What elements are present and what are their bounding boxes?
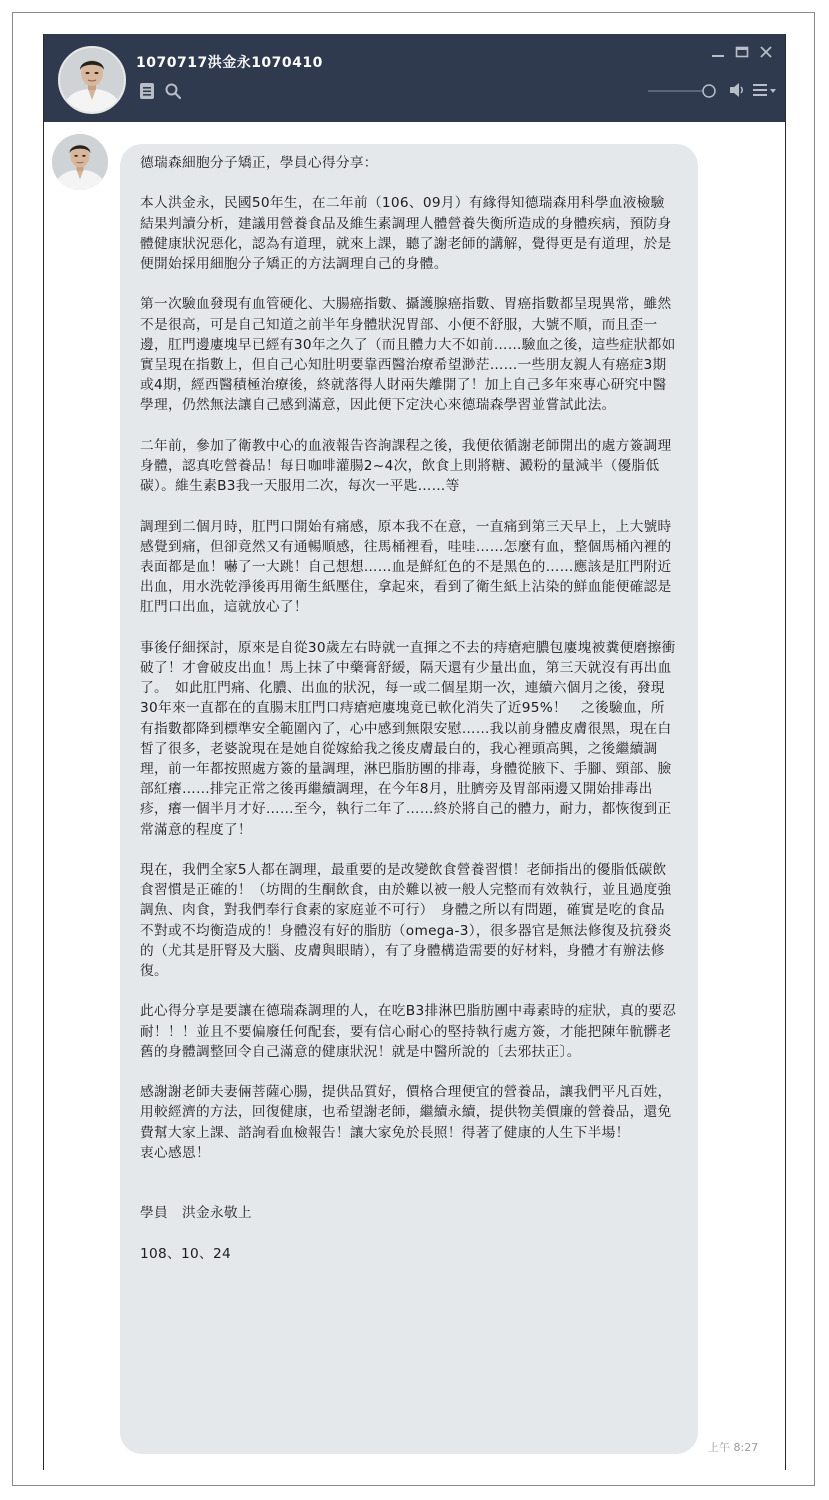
chat-header <box>44 34 785 122</box>
chat-title: 1070717洪金永1070410 <box>136 55 323 71</box>
close-icon[interactable] <box>758 44 774 60</box>
sender-avatar[interactable] <box>52 134 108 190</box>
menu-icon[interactable] <box>752 82 778 98</box>
speaker-icon[interactable] <box>728 81 746 99</box>
search-icon[interactable] <box>164 82 182 100</box>
message-paragraph: 本人洪金永，民國50年生，在二年前（106、09月）有緣得知德瑞森用科學血液檢驗結果判讀分析，建議用營養食品及維生素調理人體營養失衡所造成的身體疾病，預防身體健康狀況惡化，認為有道理，就來上課，聽了謝老師的講解，覺得更是有道理，於是便開始採用細胞分子矯正的方法調理自己的身體。 <box>140 195 672 272</box>
message-paragraph: 現在，我們全家5人都在調理，最重要的是改變飲食營養習慣！老師指出的優脂低碳飲食習慣是正確的！（坊間的生酮飲食，由於難以被一般人完整而有效執行，並且過度強調魚、肉食，對我們奉行食素的家庭並不可行） 身體之所以有問題，確實是吃的食品不對或不均衡造成的！身體沒有好的脂肪（omega-3），很多器官是無法修復及抗發炎的（尤其是肝腎及大腦、皮膚與眼睛），有了身體構造需要的好材料，身體才有辦法修復。 <box>140 862 672 980</box>
message-heading: 德瑞森細胞分子矯正，學員心得分享： <box>140 155 378 171</box>
message-bubble[interactable] <box>120 144 698 1454</box>
signature-name: 學員 洪金永敬上 <box>140 1205 252 1222</box>
message-paragraph: 此心得分享是要讓在德瑞森調理的人，在吃B3排淋巴脂肪團中毒素時的症狀，真的要忍耐！！！並且不要偏廢任何配套，要有信心耐心的堅持執行處方簽，才能把陳年骯髒老舊的身體調整回令自己滿意的健康狀況！就是中醫所說的〔去邪扶正〕。 <box>140 1003 677 1060</box>
header-avatar[interactable] <box>58 46 126 114</box>
minimize-icon[interactable] <box>710 44 726 60</box>
maximize-icon[interactable] <box>734 44 750 60</box>
signature-date: 108、10、24 <box>140 1245 232 1262</box>
notes-icon[interactable] <box>138 82 156 100</box>
message-paragraph: 第一次驗血發現有血管硬化、大腸癌指數、攝護腺癌指數、胃癌指數都呈現異常，雖然不是很高，可是自己知道之前半年身體狀況胃部、小便不舒服，大號不順，而且歪一邊，肛門邊廔塊早已經有30年之久了（而且體力大不如前……驗血之後，這些症狀都如實呈現在指數上，但自己心知肚明要靠西醫治療希望渺茫……一些朋友親人有癌症3期或4期，經西醫積極治療後，終就落得人財兩失離開了！加上自己多年來專心研究中醫學理，仍然無法讓自己感到滿意，因此便下定決心來德瑞森學習並嘗試此法。 <box>140 296 676 414</box>
message-paragraph: 調理到二個月時，肛門口開始有痛感，原本我不在意，一直痛到第三天早上，上大號時感覺到痛，但卻竟然又有通暢順感，往馬桶裡看，哇哇……怎麼有血，整個馬桶內裡的表面都是血！嚇了一大跳！自己想想……血是鮮紅色的不是黑色的……應該是肛門附近出血，用水洗乾淨後再用衛生紙壓住，拿起來，看到了衛生紙上沾染的鮮血能便確認是肛門口出血，這就放心了！ <box>140 518 672 616</box>
message-timestamp: 上午 8:27 <box>708 1441 759 1454</box>
message-paragraph: 事後仔細探討，原來是自從30歲左右時就一直揮之不去的痔瘡疤膿包廔塊被糞便磨擦衝破了！才會破皮出血！馬上抹了中藥膏舒緩，隔天還有少量出血，第三天就沒有再出血了。 如此肛門痛、化膿、出血的狀況，每一或二個星期一次，連續六個月之後，發現30年來一直都在的直腸末肛門口痔瘡疤廔塊竟已軟化消失了近95%！ 之後驗血，所有指數都降到標準安全範圍內了，心中感到無限安慰……我以前身體皮膚很黑，現在白皙了很多，老婆說現在是她自從嫁給我之後皮膚最白的，我心裡頭高興，之後繼續調理，前一年都按照處方簽的量調理，淋巴脂肪團的排毒，身體從腋下、手腳、頸部、臉部紅癢……排完正常之後再繼續調理，在今年8月，肚臍旁及胃部兩邊又開始排毒出疹，癢一個半月才好……至今，執行二年了……終於將自己的體力，耐力，都恢復到正常滿意的程度了！ <box>140 639 676 838</box>
chat-window <box>43 34 786 1470</box>
message-paragraph: 二年前，參加了衛教中心的血液報告咨詢課程之後，我便依循謝老師開出的處方簽調理身體，認真吃營養品！每日咖啡灌腸2~4次，飲食上則將糖、澱粉的量減半（優脂低碳）。維生素B3我一天服用二次，每次一平匙……等 <box>140 437 672 495</box>
message-paragraph: 感謝謝老師夫妻倆菩薩心腸，提供品質好，價格合理便宜的營養品，讓我們平凡百姓，用較經濟的方法，回復健康，也希望謝老師，繼續永續，提供物美價廉的營養品，還免費幫大家上課、諮詢看血檢報告！讓大家免於長照！得著了健康的人生下半場！ 衷心感恩！ <box>140 1084 672 1161</box>
volume-slider[interactable] <box>648 81 716 101</box>
